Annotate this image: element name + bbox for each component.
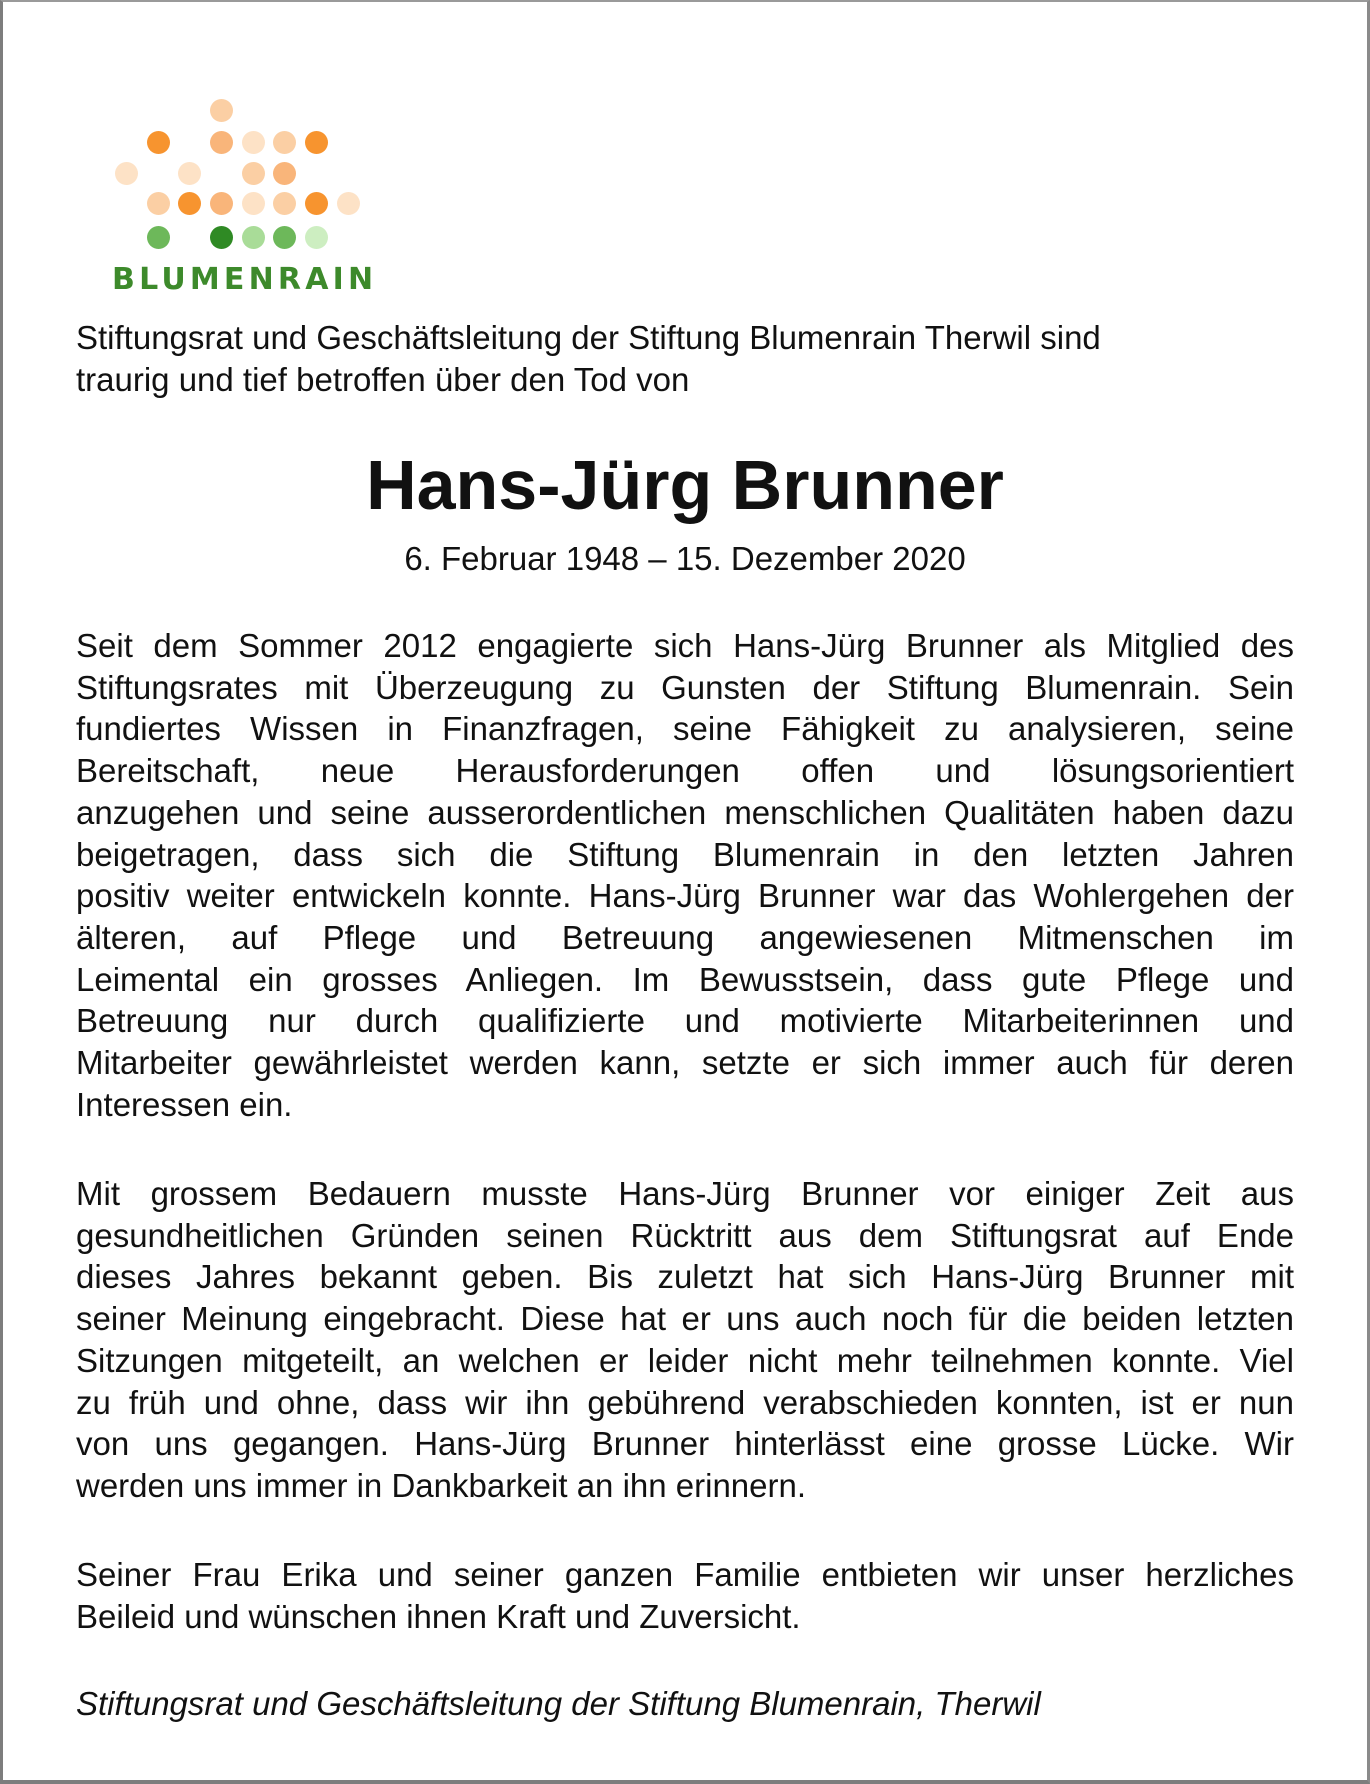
- logo-dot: [210, 192, 233, 215]
- paragraph-2: [76, 1173, 1294, 1507]
- text-line: seiner Meinung eingebracht. Diese hat er uns auch noch für die beiden letzten: [76, 1300, 1294, 1338]
- logo-dot: [147, 226, 170, 249]
- text-line: Sitzungen mitgeteilt, an welchen er leider nicht mehr teilnehmen konnte. Viel: [76, 1341, 1294, 1379]
- logo-dot: [178, 192, 201, 215]
- logo-dot: [210, 131, 233, 154]
- text-line: positiv weiter entwickeln konnte. Hans-Jürg Brunner war das Wohlergehen der: [76, 877, 1294, 915]
- logo-dot: [242, 162, 265, 185]
- text-line: zu früh und ohne, dass wir ihn gebührend verabschieden konnten, ist er nun: [76, 1383, 1294, 1421]
- logo-dot: [273, 162, 296, 185]
- text-line: von uns gegangen. Hans-Jürg Brunner hinterlässt eine grosse Lücke. Wir: [76, 1425, 1294, 1463]
- logo-dot: [305, 192, 328, 215]
- paragraph-1: [76, 625, 1294, 1125]
- text-line: Bereitschaft, neue Herausforderungen offen und lösungsorientiert: [76, 752, 1294, 790]
- logo-dot: [273, 226, 296, 249]
- text-line: beigetragen, dass sich die Stiftung Blumenrain in den letzten Jahren: [76, 835, 1294, 873]
- logo-dot: [273, 192, 296, 215]
- logo-dot: [337, 192, 360, 215]
- life-dates: 6. Februar 1948 – 15. Dezember 2020: [404, 540, 966, 577]
- text-line: Leimental ein grosses Anliegen. Im Bewusstsein, dass gute Pflege und: [76, 960, 1294, 998]
- logo-dot: [273, 131, 296, 154]
- text-line: dieses Jahres bekannt geben. Bis zuletzt hat sich Hans-Jürg Brunner mit: [76, 1258, 1294, 1296]
- intro-text: [76, 317, 1294, 400]
- intro-line: Stiftungsrat und Geschäftsleitung der Stiftung Blumenrain Therwil sind: [76, 319, 1101, 356]
- text-line: Mit grossem Bedauern musste Hans-Jürg Brunner vor einiger Zeit aus: [76, 1175, 1294, 1212]
- intro-line: traurig und tief betroffen über den Tod von: [76, 360, 690, 398]
- text-line: anzugehen und seine ausserordentlichen menschlichen Qualitäten haben dazu: [76, 793, 1294, 831]
- logo-dot: [242, 226, 265, 249]
- text-line: Stiftungsrates mit Überzeugung zu Gunsten der Stiftung Blumenrain. Sein: [76, 668, 1294, 706]
- signature: Stiftungsrat und Geschäftsleitung der Stiftung Blumenrain, Therwil: [76, 1685, 1041, 1722]
- text-line: Beileid und wünschen ihnen Kraft und Zuversicht.: [76, 1597, 801, 1635]
- deceased-name: Hans-Jürg Brunner: [366, 446, 1004, 524]
- paragraph-3: [76, 1554, 1294, 1637]
- logo-dot: [178, 162, 201, 185]
- text-line: Seit dem Sommer 2012 engagierte sich Hans-Jürg Brunner als Mitglied des: [76, 627, 1294, 664]
- text-line: fundiertes Wissen in Finanzfragen, seine Fähigkeit zu analysieren, seine: [76, 710, 1294, 748]
- text-line: Betreuung nur durch qualifizierte und motivierte Mitarbeiterinnen und: [76, 1002, 1294, 1040]
- logo-dot: [242, 192, 265, 215]
- text-line: Interessen ein.: [76, 1085, 293, 1123]
- logo-dot: [147, 131, 170, 154]
- logo-dot: [115, 162, 138, 185]
- text-line: Seiner Frau Erika und seiner ganzen Familie entbieten wir unser herzliches: [76, 1556, 1294, 1593]
- text-line: Mitarbeiter gewährleistet werden kann, setzte er sich immer auch für deren: [76, 1044, 1294, 1082]
- logo-wordmark: BLUMENRAIN: [112, 262, 378, 297]
- logo-dot: [305, 131, 328, 154]
- text-line: gesundheitlichen Gründen seinen Rücktritt aus dem Stiftungsrat auf Ende: [76, 1216, 1294, 1254]
- logo-dot: [147, 192, 170, 215]
- logo-dot: [305, 226, 328, 249]
- logo-dot: [210, 99, 233, 122]
- logo-dot: [242, 131, 265, 154]
- logo-dot: [210, 226, 233, 249]
- text-line: älteren, auf Pflege und Betreuung angewiesenen Mitmenschen im: [76, 918, 1294, 956]
- text-line: werden uns immer in Dankbarkeit an ihn erinnern.: [76, 1466, 807, 1504]
